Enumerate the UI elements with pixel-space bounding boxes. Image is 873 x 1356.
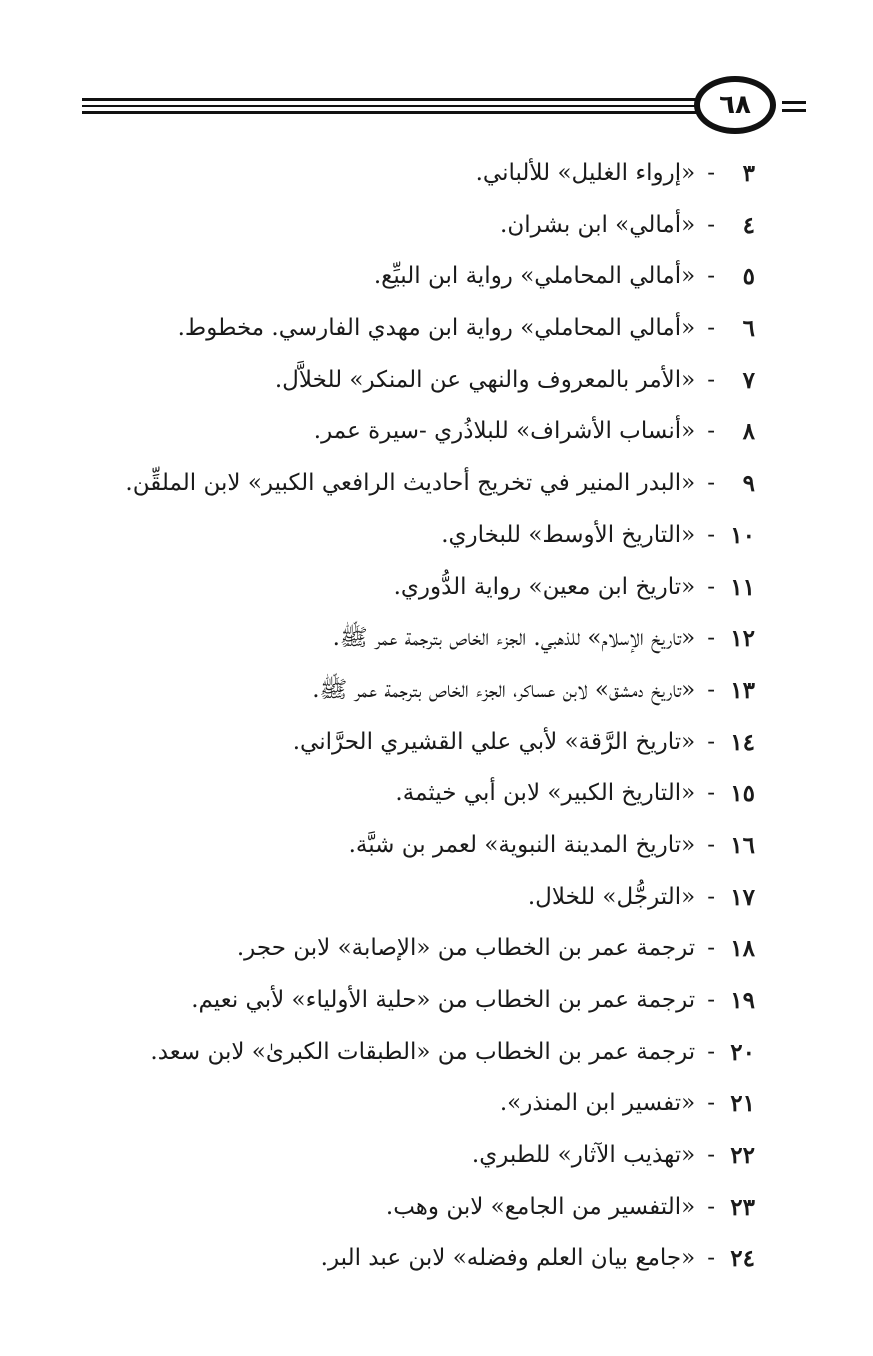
page-number: ٦٨ [719, 90, 751, 120]
reference-separator: - [707, 470, 715, 497]
reference-text: «تاريخ دمشق» لابن عساكر، الجزء الخاص بترجمة عمر ﷺ. [312, 676, 696, 703]
reference-separator: - [707, 521, 715, 548]
reference-text: «إرواء الغليل» للألباني. [475, 160, 696, 186]
reference-separator: - [707, 1142, 715, 1169]
reference-text: «تهذيب الآثار» للطبري. [471, 1142, 696, 1169]
reference-item [0, 1130, 873, 1182]
reference-item [0, 458, 873, 510]
reference-separator: - [707, 366, 715, 393]
reference-text: «جامع بيان العلم وفضله» لابن عبد البر. [320, 1245, 696, 1272]
reference-item [0, 1027, 873, 1079]
reference-item [0, 148, 873, 200]
reference-separator: - [707, 573, 715, 600]
reference-number: ١٨ [730, 935, 755, 963]
reference-text: «تاريخ الإسلام» للذهبي. الجزء الخاص بترجمة عمر ﷺ. [332, 625, 696, 652]
reference-text: ترجمة عمر بن الخطاب من «الإصابة» لابن حجر. [236, 935, 696, 962]
reference-separator: - [707, 160, 715, 186]
reference-text: «تاريخ الرَّقة» لأبي علي القشيري الحرَّاني. [292, 728, 696, 755]
reference-separator: - [707, 1245, 715, 1272]
reference-text: «تاريخ ابن معين» رواية الدُّوري. [393, 573, 696, 600]
reference-item [0, 406, 873, 458]
reference-text: «أمالي» ابن بشران. [500, 211, 696, 238]
reference-number: ٢٣ [730, 1193, 755, 1221]
reference-separator: - [707, 1038, 715, 1065]
reference-text: «التاريخ الكبير» لابن أبي خيثمة. [395, 780, 696, 807]
header-rule-top [82, 98, 702, 101]
reference-text: «البدر المنير في تخريج أحاديث الرافعي الكبير» لابن الملقِّن. [125, 470, 696, 497]
reference-separator: - [707, 263, 715, 290]
reference-number: ١١ [730, 573, 755, 601]
reference-item [0, 613, 873, 665]
reference-number: ١٢ [730, 625, 755, 653]
reference-number: ٢٠ [730, 1038, 755, 1066]
reference-separator: - [707, 418, 715, 445]
reference-item [0, 1233, 873, 1285]
page-header [82, 78, 807, 138]
reference-text: «الترجُّل» للخلال. [527, 883, 696, 910]
reference-list [0, 148, 873, 1285]
reference-text: ترجمة عمر بن الخطاب من «حلية الأولياء» لأبي نعيم. [191, 987, 696, 1013]
reference-number: ١٣ [730, 676, 755, 704]
reference-separator: - [707, 728, 715, 755]
header-rule-right-bottom [782, 109, 806, 112]
reference-text: «الأمر بالمعروف والنهي عن المنكر» للخلاَّل. [274, 366, 696, 393]
reference-number: ٢١ [730, 1090, 755, 1118]
reference-item [0, 562, 873, 614]
reference-item [0, 251, 873, 303]
reference-item [0, 975, 873, 1027]
header-rule-bottom [82, 111, 702, 114]
reference-separator: - [707, 1193, 715, 1220]
reference-item [0, 303, 873, 355]
reference-number: ١٩ [730, 987, 755, 1014]
reference-number: ٣ [742, 160, 755, 187]
reference-separator: - [707, 676, 715, 703]
reference-separator: - [707, 1090, 715, 1117]
reference-separator: - [707, 883, 715, 910]
reference-item [0, 768, 873, 820]
reference-separator: - [707, 831, 715, 858]
reference-item [0, 200, 873, 252]
header-rule-middle [82, 105, 702, 107]
reference-separator: - [707, 315, 715, 342]
reference-number: ٨ [742, 418, 755, 446]
reference-separator: - [707, 935, 715, 962]
reference-number: ٢٤ [730, 1245, 755, 1273]
reference-text: ترجمة عمر بن الخطاب من «الطبقات الكبرىٰ» لابن سعد. [150, 1038, 696, 1065]
reference-number: ١٧ [730, 883, 755, 911]
reference-text: «تاريخ المدينة النبوية» لعمر بن شبَّة. [348, 831, 696, 858]
reference-text: «التاريخ الأوسط» للبخاري. [441, 521, 696, 548]
reference-number: ١٥ [730, 780, 755, 808]
reference-separator: - [707, 211, 715, 238]
reference-separator: - [707, 625, 715, 652]
reference-number: ٥ [742, 263, 755, 291]
reference-item [0, 1182, 873, 1234]
reference-number: ٩ [742, 470, 755, 498]
reference-item [0, 923, 873, 975]
reference-number: ٤ [742, 211, 755, 239]
reference-item [0, 717, 873, 769]
reference-item [0, 355, 873, 407]
reference-text: «أنساب الأشراف» للبلاذُري -سيرة عمر. [313, 418, 696, 445]
reference-item [0, 1078, 873, 1130]
reference-separator: - [707, 780, 715, 807]
reference-item [0, 665, 873, 717]
reference-item [0, 510, 873, 562]
reference-number: ١٠ [730, 521, 755, 549]
reference-number: ٦ [742, 315, 755, 343]
reference-text: «تفسير ابن المنذر». [499, 1090, 696, 1117]
reference-item [0, 820, 873, 872]
reference-number: ١٤ [730, 728, 755, 756]
reference-text: «التفسير من الجامع» لابن وهب. [385, 1193, 696, 1220]
reference-number: ١٦ [730, 831, 755, 859]
reference-text: «أمالي المحاملي» رواية ابن البيِّع. [373, 263, 696, 290]
header-rule-right-top [782, 101, 806, 104]
reference-text: «أمالي المحاملي» رواية ابن مهدي الفارسي. مخطوط. [177, 315, 696, 342]
reference-separator: - [707, 987, 715, 1013]
reference-number: ٧ [742, 366, 755, 394]
reference-item [0, 872, 873, 924]
reference-number: ٢٢ [730, 1142, 755, 1170]
page-number-badge [694, 76, 776, 134]
